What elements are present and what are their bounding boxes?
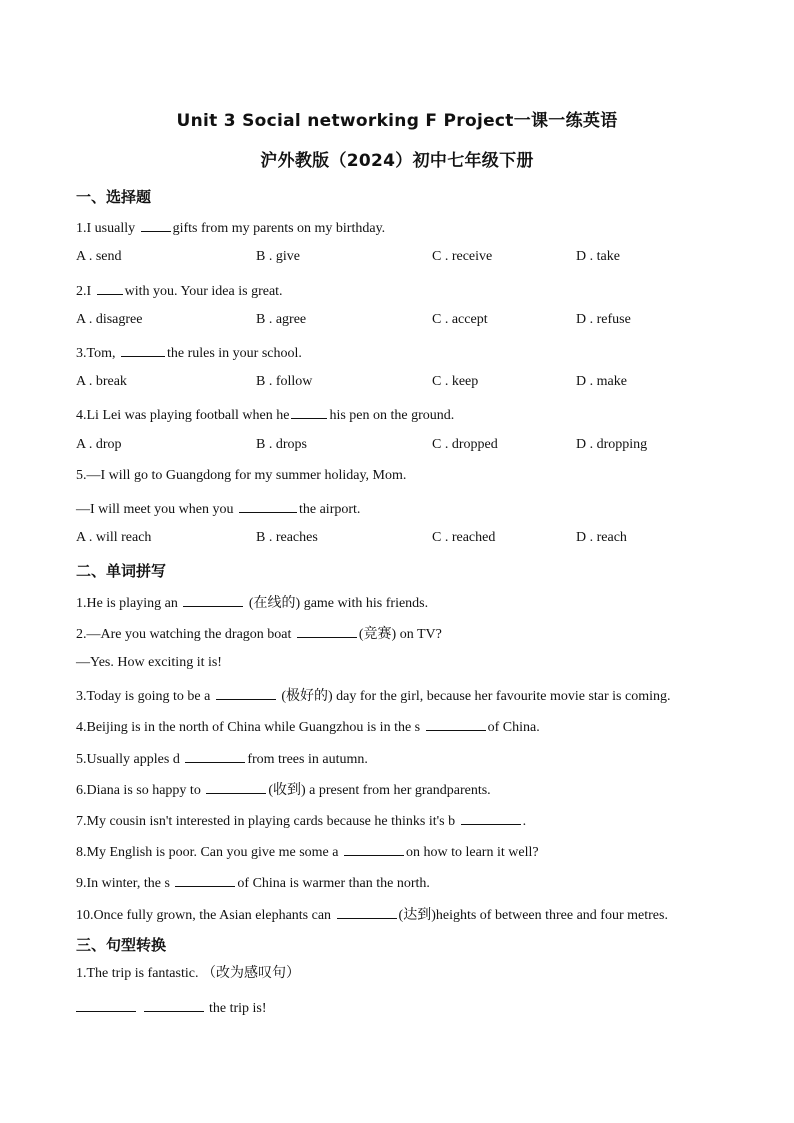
item-text: 4.Beijing is in the north of China while Guangzhou is in the s xyxy=(76,720,424,735)
item-text: 5.Usually apples d xyxy=(76,752,184,767)
option-a[interactable]: A . disagree xyxy=(76,312,143,327)
option-d[interactable]: D . dropping xyxy=(576,437,648,452)
options-row-3 xyxy=(76,373,736,391)
options-row-4 xyxy=(76,436,736,454)
answer-blank xyxy=(183,592,243,607)
item-text: the trip is! xyxy=(205,1001,267,1016)
answer-blank xyxy=(461,810,521,825)
option-b[interactable]: B . follow xyxy=(256,374,313,389)
question-1 xyxy=(76,217,385,238)
answer-blank xyxy=(175,872,235,887)
spelling-item-10 xyxy=(76,904,668,925)
answer-blank xyxy=(216,685,276,700)
question-text: 2.I xyxy=(76,284,95,299)
item-text: (在线的) game with his friends. xyxy=(245,596,429,611)
item-text: (竞赛) on TV? xyxy=(358,627,442,642)
answer-blank xyxy=(97,280,123,295)
spelling-item-9 xyxy=(76,872,430,893)
answer-blank xyxy=(121,342,165,357)
question-text: gifts from my parents on my birthday. xyxy=(172,221,386,236)
answer-blank xyxy=(76,997,136,1012)
option-d[interactable]: D . reach xyxy=(576,530,627,545)
item-text: (达到)heights of between three and four metres. xyxy=(398,908,668,923)
option-b[interactable]: B . give xyxy=(256,249,300,264)
transformation-item-1-answer xyxy=(76,997,267,1018)
spelling-item-2-response: —Yes. How exciting it is! xyxy=(76,655,222,670)
item-text: 7.My cousin isn't interested in playing cards because he thinks it's b xyxy=(76,814,459,829)
spelling-item-5 xyxy=(76,748,368,769)
section-heading-choice: 一、选择题 xyxy=(76,188,152,206)
section-heading-transformation: 三、句型转换 xyxy=(76,936,167,954)
answer-blank xyxy=(297,623,357,638)
section-heading-spelling: 二、单词拼写 xyxy=(76,562,167,580)
option-d[interactable]: D . take xyxy=(576,249,620,264)
answer-blank xyxy=(144,997,204,1012)
option-d[interactable]: D . refuse xyxy=(576,312,631,327)
question-text: his pen on the ground. xyxy=(329,408,455,423)
question-text: —I will meet you when you xyxy=(76,502,237,517)
page-title: Unit 3 Social networking F Project一课一练英语 xyxy=(176,111,618,131)
item-text: 9.In winter, the s xyxy=(76,876,174,891)
question-5-line2 xyxy=(76,498,360,519)
options-row-5 xyxy=(76,529,736,547)
question-text: 4.Li Lei was playing football when he xyxy=(76,408,290,423)
item-text: 10.Once fully grown, the Asian elephants can xyxy=(76,908,335,923)
item-text: of China. xyxy=(487,720,540,735)
item-text: 6.Diana is so happy to xyxy=(76,783,205,798)
option-a[interactable]: A . send xyxy=(76,249,122,264)
item-text: on how to learn it well? xyxy=(405,845,539,860)
question-5-line1: 5.—I will go to Guangdong for my summer holiday, Mom. xyxy=(76,468,407,483)
answer-blank xyxy=(206,779,266,794)
answer-blank xyxy=(337,904,397,919)
item-text: of China is warmer than the north. xyxy=(237,876,430,891)
option-c[interactable]: C . reached xyxy=(432,530,496,545)
answer-blank xyxy=(291,404,327,419)
option-c[interactable]: C . accept xyxy=(432,312,488,327)
item-text: 8.My English is poor. Can you give me some a xyxy=(76,845,342,860)
spelling-item-3 xyxy=(76,685,671,706)
options-row-2 xyxy=(76,311,736,329)
option-c[interactable]: C . dropped xyxy=(432,437,498,452)
question-text: 1.I usually xyxy=(76,221,139,236)
spelling-item-8 xyxy=(76,841,539,862)
option-b[interactable]: B . drops xyxy=(256,437,307,452)
option-d[interactable]: D . make xyxy=(576,374,627,389)
option-b[interactable]: B . agree xyxy=(256,312,307,327)
spelling-item-1 xyxy=(76,592,428,613)
answer-blank xyxy=(239,498,297,513)
option-a[interactable]: A . will reach xyxy=(76,530,152,545)
option-b[interactable]: B . reaches xyxy=(256,530,318,545)
question-2 xyxy=(76,280,283,301)
question-text: 3.Tom, xyxy=(76,346,119,361)
answer-blank xyxy=(426,716,486,731)
answer-blank xyxy=(344,841,404,856)
item-text: 3.Today is going to be a xyxy=(76,689,214,704)
spelling-item-4 xyxy=(76,716,540,737)
item-text: . xyxy=(522,814,527,829)
item-text: 2.—Are you watching the dragon boat xyxy=(76,627,295,642)
item-text: (极好的) day for the girl, because her favourite movie star is coming. xyxy=(277,689,671,704)
transformation-item-1: 1.The trip is fantastic. （改为感叹句） xyxy=(76,966,300,981)
option-c[interactable]: C . receive xyxy=(432,249,493,264)
item-text: from trees in autumn. xyxy=(247,752,368,767)
question-text: the rules in your school. xyxy=(166,346,302,361)
spelling-item-2 xyxy=(76,623,442,644)
option-a[interactable]: A . drop xyxy=(76,437,122,452)
option-a[interactable]: A . break xyxy=(76,374,127,389)
item-text: (收到) a present from her grandparents. xyxy=(268,783,491,798)
question-text: the airport. xyxy=(298,502,361,517)
item-text: 1.He is playing an xyxy=(76,596,182,611)
answer-blank xyxy=(185,748,245,763)
spelling-item-7 xyxy=(76,810,526,831)
question-4 xyxy=(76,404,454,425)
options-row-1 xyxy=(76,248,736,266)
page-subtitle: 沪外教版（2024）初中七年级下册 xyxy=(260,151,534,171)
answer-blank xyxy=(141,217,171,232)
question-3 xyxy=(76,342,302,363)
spelling-item-6 xyxy=(76,779,491,800)
option-c[interactable]: C . keep xyxy=(432,374,479,389)
question-text: with you. Your idea is great. xyxy=(124,284,283,299)
